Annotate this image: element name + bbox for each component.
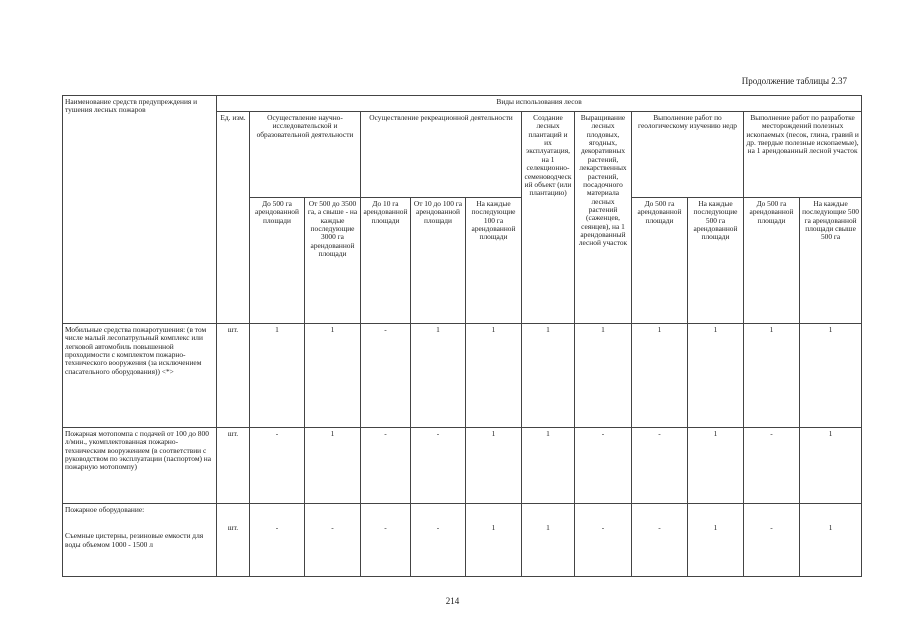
row-unit-cell: шт. [217, 324, 250, 428]
subheader-science-2: От 500 до 3500 га, а свыше - на каждые последующие 3000 га арендованной площади [305, 198, 361, 324]
table-continuation-label: Продолжение таблицы 2.37 [741, 76, 847, 86]
table-row [63, 504, 862, 577]
header-group-science: Осуществление научно-исследовательской и образовательной деятельности [250, 112, 361, 198]
value-cell: 1 [632, 324, 688, 428]
value-cell: 1 [688, 324, 744, 428]
subheader-recreation-1: До 10 га арендованной площади [361, 198, 411, 324]
value-cell: 1 [522, 428, 575, 504]
value-cell: 1 [800, 324, 862, 428]
header-group-recreation: Осуществление рекреационной деятельности [361, 112, 522, 198]
value-cell: 1 [305, 428, 361, 504]
value-cell: 1 [800, 428, 862, 504]
subheader-recreation-3: На каждые последующие 100 га арендованной площади [466, 198, 522, 324]
header-row-1 [63, 96, 862, 112]
header-unit-cell: Ед. изм. [217, 112, 250, 324]
header-group-growing: Выращивание лесных плодовых, ягодных, декоративных растений, лекарственных растений, посадочного материала лесных растений (саженцев, сеянцев), на 1 арендованный лесной участок [575, 112, 632, 324]
value-cell: 1 [688, 428, 744, 504]
value-cell: 1 [250, 324, 305, 428]
row-unit-cell: шт. [217, 428, 250, 504]
row-name-cell [63, 504, 217, 577]
subheader-geology-1: До 500 га арендованной площади [632, 198, 688, 324]
value-cell: 1 [575, 324, 632, 428]
forest-fire-equipment-table [62, 95, 862, 577]
value-cell: 1 [466, 428, 522, 504]
value-cell: 1 [411, 324, 466, 428]
value-cell: - [305, 504, 361, 577]
table-row [63, 324, 862, 428]
value-cell: 1 [522, 324, 575, 428]
value-cell: 1 [305, 324, 361, 428]
row-name-cell: Мобильные средства пожаротушения: (в том числе малый лесопатрульный комплекс или легковой автомобиль повышенной проходимости с комплектом пожарно-технического вооружения (за исключением спасательного оборудования)) <*> [63, 324, 217, 428]
value-cell: - [744, 504, 800, 577]
value-cell: - [575, 504, 632, 577]
header-group-geology: Выполнение работ по геологическому изучению недр [632, 112, 744, 198]
equipment-group-title: Пожарное оборудование: [65, 505, 145, 514]
subheader-geology-2: На каждые последующие 500 га арендованной площади [688, 198, 744, 324]
value-cell: - [411, 504, 466, 577]
subheader-science-1: До 500 га арендованной площади [250, 198, 305, 324]
value-cell: 1 [522, 504, 575, 577]
value-cell: 1 [466, 504, 522, 577]
value-cell: 1 [744, 324, 800, 428]
subheader-recreation-2: От 10 до 100 га арендованной площади [411, 198, 466, 324]
value-cell: - [361, 504, 411, 577]
header-uses-cell: Виды использования лесов [217, 96, 862, 112]
value-cell: - [632, 504, 688, 577]
table-row [63, 428, 862, 504]
header-name-cell: Наименование средств предупреждения и тушения лесных пожаров [63, 96, 217, 324]
row-name-cell: Пожарная мотопомпа с подачей от 100 до 800 л/мин., укомплектованная пожарно-техническим вооружением (в соответствии с руководством по эксплуатации (паспортом) на пожарную мотопомпу) [63, 428, 217, 504]
subheader-mining-2: На каждые последующие 500 га арендованной площади свыше 500 га [800, 198, 862, 324]
subheader-mining-1: До 500 га арендованной площади [744, 198, 800, 324]
value-cell: 1 [800, 504, 862, 577]
value-cell: - [250, 428, 305, 504]
header-group-mining: Выполнение работ по разработке месторождений полезных ископаемых (песок, глина, гравий и др. твердые полезные ископаемые), на 1 арендованный лесной участок [744, 112, 862, 198]
value-cell: - [250, 504, 305, 577]
value-cell: - [632, 428, 688, 504]
row-unit-cell: шт. [217, 504, 250, 577]
page-number: 214 [445, 596, 460, 606]
equipment-item-name: Съемные цистерны, резиновые емкости для воды объемом 1000 - 1500 л [65, 531, 204, 549]
value-cell: - [361, 324, 411, 428]
value-cell: - [361, 428, 411, 504]
value-cell: 1 [688, 504, 744, 577]
value-cell: 1 [466, 324, 522, 428]
value-cell: - [744, 428, 800, 504]
value-cell: - [411, 428, 466, 504]
header-group-plantations: Создание лесных плантаций и их эксплуатация, на 1 селекционно-семеноводческий объект (или плантацию) [522, 112, 575, 324]
value-cell: - [575, 428, 632, 504]
